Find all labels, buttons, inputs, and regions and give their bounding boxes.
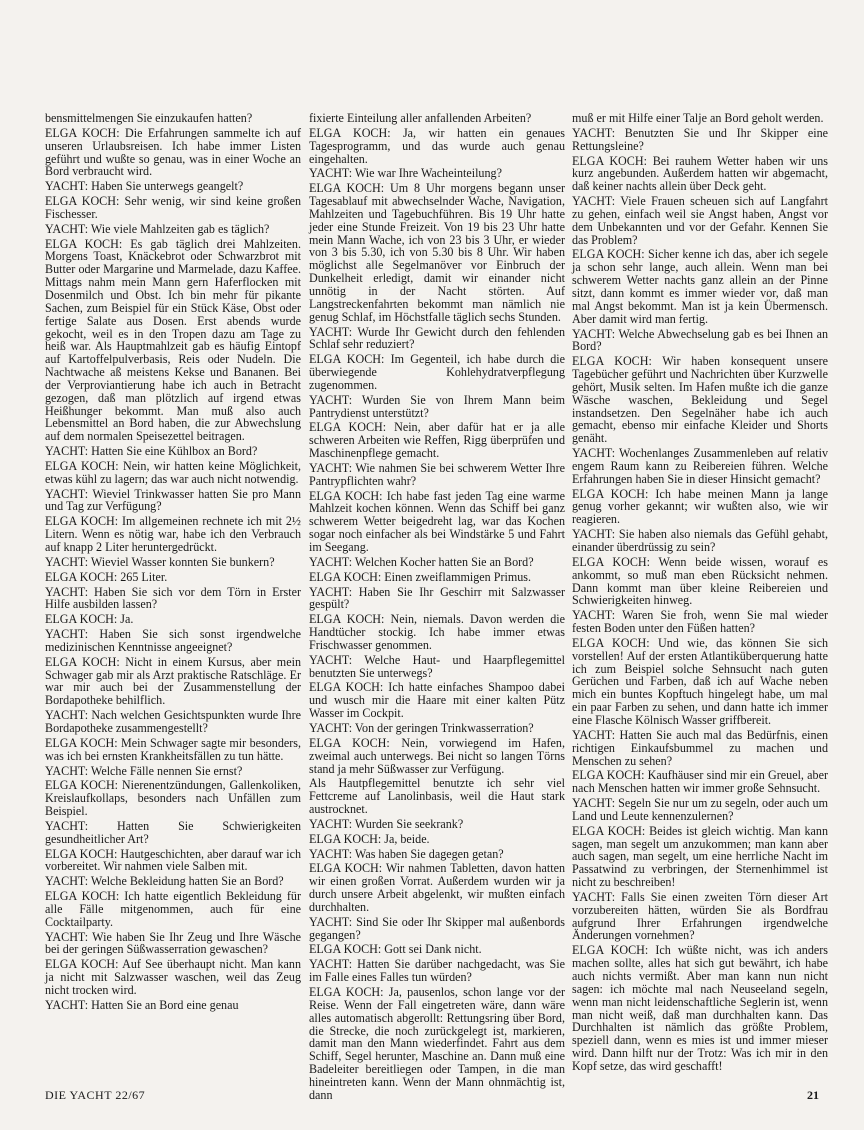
paragraph: YACHT: Falls Sie einen zweiten Törn dieser Art vorzubereiten hätten, würden Sie als Bordfrau aufgrund Ihrer Erfahrungen irgendwelche Änderungen vornehmen? bbox=[572, 889, 828, 943]
paragraph: YACHT: Wieviel Wasser konnten Sie bunkern? bbox=[45, 554, 275, 569]
paragraph: ELGA KOCH: Nierenentzündungen, Gallenkoliken, Kreislaufkollaps, besonders nach Unfällen zum Beispiel. bbox=[45, 778, 301, 819]
paragraph: YACHT: Haben Sie sich vor dem Törn in Erster Hilfe ausbilden lassen? bbox=[45, 584, 301, 612]
paragraph: ELGA KOCH: Kaufhäuser sind mir ein Greuel, aber nach Menschen hatten wir immer große Sehnsucht. bbox=[572, 768, 828, 796]
paragraph: ELGA KOCH: Die Erfahrungen sammelte ich auf unseren Urlaubsreisen. Ich habe immer Listen geführt und wußte so genau, was in einer Woche an Bord verbraucht wird. bbox=[45, 125, 301, 179]
paragraph: YACHT: Wurden Sie seekrank? bbox=[309, 816, 464, 831]
paragraph: bensmittelmengen Sie einzukaufen hatten? bbox=[45, 111, 253, 125]
paragraph: ELGA KOCH: Mein Schwager sagte mir besonders, was ich bei ernsten Krankheitsfällen zu tun hätte. bbox=[45, 735, 301, 763]
paragraph: YACHT: Wie war Ihre Wacheinteilung? bbox=[309, 166, 502, 181]
paragraph: ELGA KOCH: Ja, beide. bbox=[309, 831, 430, 846]
paragraph: YACHT: Hatten Sie darüber nachgedacht, was Sie im Falle eines Falles tun würden? bbox=[309, 957, 565, 985]
paragraph: ELGA KOCH: 265 Liter. bbox=[45, 569, 168, 584]
paragraph: YACHT: Wie nahmen Sie bei schwerem Wetter Ihre Pantrypflichten wahr? bbox=[309, 460, 565, 488]
paragraph: ELGA KOCH: Ja, pausenlos, schon lange vor der Reise. Wenn der Fall eingetreten wäre, dann wäre alles automatisch abgerollt: Rettungsring über Bord, die Strecke, die noch zurückgelegt ist, markieren, damit man den Mann wiederfindet. Fahrt aus dem Schiff, Segel herunter, Maschine an. Dann muß eine Badeleiter bereitliegen oder Tampen, in die man hineintreten kann. Wenn der Mann ohnmächtig ist, dann bbox=[309, 985, 565, 1102]
paragraph: ELGA KOCH: Ich hatte einfaches Shampoo dabei und wusch mir die Haare mit einer kalten Pütz Wasser im Cockpit. bbox=[309, 680, 565, 721]
publication-footer: DIE YACHT 22/67 bbox=[45, 1088, 146, 1102]
paragraph: YACHT: Wieviel Trinkwasser hatten Sie pro Mann und Tag zur Verfügung? bbox=[45, 486, 301, 514]
paragraph: YACHT: Von der geringen Trinkwasserration? bbox=[309, 720, 534, 735]
paragraph: ELGA KOCH: Nicht in einem Kursus, aber mein Schwager gab mir als Arzt praktische Ratschläge. Er war mir auch bei der Zusammenstellung der Bordapotheke behilflich. bbox=[45, 654, 301, 708]
paragraph: YACHT: Haben Sie unterwegs geangelt? bbox=[45, 179, 244, 194]
paragraph: YACHT: Wurden Sie von Ihrem Mann beim Pantrydienst unterstützt? bbox=[309, 392, 565, 420]
paragraph: Als Hautpflegemittel benutzte ich sehr viel Fettcreme auf Lanolinbasis, weil die Haut stark austrocknet. bbox=[309, 776, 565, 817]
paragraph: YACHT: Segeln Sie nur um zu segeln, oder auch um Land und Leute kennenzulernen? bbox=[572, 796, 828, 823]
paragraph: YACHT: Haben Sie sich sonst irgendwelche medizinischen Kenntnisse angeeignet? bbox=[45, 627, 301, 654]
paragraph: ELGA KOCH: Ja, wir hatten ein genaues Tagesprogramm, und das wurde auch genau eingehalten. bbox=[309, 125, 565, 166]
paragraph: YACHT: Wochenlanges Zusammenleben auf relativ engem Raum kann zu Reibereien führen. Welche Erfahrungen haben Sie in dieser Hinsicht gemacht? bbox=[572, 446, 828, 486]
paragraph: ELGA KOCH: Sicher kenne ich das, aber ich segele ja schon sehr lange, auch allein. Wenn man bei schwerem Wetter nachts ganz allein an der Pinne sitzt, dann kommt es immer wieder vor, daß man mal Angst bekommt. Man ist ja kein Übermensch. Aber damit wird man fertig. bbox=[572, 247, 828, 326]
paragraph: ELGA KOCH: Es gab täglich drei Mahlzeiten. Morgens Toast, Knäckebrot oder Schwarzbrot mit Butter oder Margarine und Marmelade, dazu Kaffee. Mittags nahm mein Mann gern Haferflocken mit Dosenmilch und Obst. Ich bin mehr für pikante Sachen, zum Beispiel für ein Stück Käse, Obst oder fertige Salate aus Dosen. Erst abends wurde gekocht, weil es in den Tropen dazu am Tage zu heiß war. Als Hauptmahlzeit gab es häufig Eintopf auf Kartoffelpulverbasis, Reis oder Nudeln. Die Nachtwache aß meistens Kekse und Bananen. Bei der Verproviantierung habe ich auch in Betracht gezogen, daß man plötzlich auf irgend etwas Heißhunger bekommt. Man muß also auch Lebensmittel an Bord haben, die zur Abwechslung auf dem normalen Speisezettel beitragen. bbox=[45, 236, 301, 444]
paragraph: ELGA KOCH: Auf See überhaupt nicht. Man kann ja nicht mit Salzwasser waschen, weil das Zeug nicht trocken wird. bbox=[45, 957, 301, 997]
paragraph: ELGA KOCH: Ja. bbox=[45, 612, 134, 627]
paragraph: YACHT: Welche Abwechselung gab es bei Ihnen an Bord? bbox=[572, 326, 828, 354]
paragraph: YACHT: Welchen Kocher hatten Sie an Bord? bbox=[309, 554, 534, 569]
paragraph: YACHT: Haben Sie Ihr Geschirr mit Salzwasser gespült? bbox=[309, 584, 565, 612]
paragraph: ELGA KOCH: Um 8 Uhr morgens begann unser Tagesablauf mit abwechselnder Wache, Navigation, Mahlzeiten und Tagebuchführen. Bis 19 Uhr hatte jeder eine Stunde Freizeit. Von 19 bis 23 Uhr hatte mein Mann Wache, ich von 23 bis 3 Uhr, er wieder von 3 bis 5.30, ich von 5.30 bis 8 Uhr. Wir haben möglichst alle Segelmanöver vor Einbruch der Dunkelheit erledigt, damit wir einander nicht unnötig in der Nacht störten. Auf Langstreckenfahrten bekommt man nämlich nie genug Schlaf, im Höchstfalle täglich sechs Stunden. bbox=[309, 181, 565, 324]
paragraph: ELGA KOCH: Ich habe fast jeden Tag eine warme Mahlzeit kochen können. Wenn das Schiff bei ganz schwerem Wetter beigedreht lag, war das Kochen sogar noch einfacher als bei Windstärke 5 und Fahrt im Seegang. bbox=[309, 488, 565, 554]
paragraph: YACHT: Wurde Ihr Gewicht durch den fehlenden Schlaf sehr reduziert? bbox=[309, 324, 565, 352]
paragraph: ELGA KOCH: Bei rauhem Wetter haben wir uns kurz angebunden. Außerdem hatten wir abgemacht, daß keiner nachts allein über Deck geht. bbox=[572, 153, 828, 194]
paragraph: ELGA KOCH: Nein, wir hatten keine Möglichkeit, etwas kühl zu lagern; das war auch nicht notwendig. bbox=[45, 458, 301, 486]
paragraph: YACHT: Was haben Sie dagegen getan? bbox=[309, 846, 504, 861]
paragraph: ELGA KOCH: Wir haben konsequent unsere Tagebücher geführt und Nachrichten über Kurzwelle gehört, Musik selten. Im Hafen mußte ich die ganze Wäsche waschen, Bekleidung und Segel instandsetzen. Den Segelnäher habe ich auch gemacht, ebenso mir einfache Kleider und Shorts genäht. bbox=[572, 354, 828, 446]
paragraph: ELGA KOCH: Sehr wenig, wir sind keine großen Fischesser. bbox=[45, 194, 301, 221]
paragraph: ELGA KOCH: Hautgeschichten, aber darauf war ich vorbereitet. Wir nahmen viele Salben mit. bbox=[45, 846, 301, 874]
paragraph: ELGA KOCH: Nein, aber dafür hat er ja alle schweren Arbeiten wie Reffen, Rigg überprüfen und Maschinenpflege gemacht. bbox=[309, 420, 565, 461]
paragraph: ELGA KOCH: Und wie, das können Sie sich vorstellen! Auf der ersten Atlantiküberquerung hatte ich zum Beispiel solche Sehnsucht nach guten Gerüchen und Farben, daß ich auf Wache neben mich ein buntes Kopftuch hingelegt habe, um mal ein paar Farben zu sehen, und dann hatte ich immer eine Flasche Kölnisch Wasser griffbereit. bbox=[572, 635, 828, 727]
paragraph: YACHT: Sie haben also niemals das Gefühl gehabt, einander überdrüssig zu sein? bbox=[572, 527, 828, 554]
paragraph: YACHT: Wie viele Mahlzeiten gab es täglich? bbox=[45, 221, 270, 236]
page-number: 21 bbox=[807, 1088, 819, 1102]
paragraph: YACHT: Benutzten Sie und Ihr Skipper eine Rettungsleine? bbox=[572, 125, 828, 153]
paragraph: ELGA KOCH: Gott sei Dank nicht. bbox=[309, 942, 482, 957]
paragraph: ELGA KOCH: Ich wüßte nicht, was ich anders machen sollte, alles hat sich gut bewährt, ich habe auch nichts vermißt. Aber man kann nun nicht sagen: ich möchte mal nach Neuseeland segeln, wenn man nicht leidenschaftliche Seglerin ist, wenn man nicht weiß, daß man durchhalten kann. Das Durchhalten ist nämlich das größte Problem, speziell dann, wenn es mies ist und immer mieser wird. Dann hilft nur der Trotz: Was ich mir in den Kopf setze, das wird geschafft! bbox=[572, 943, 828, 1073]
paragraph: YACHT: Hatten Sie auch mal das Bedürfnis, einen richtigen Einkaufsbummel zu machen und Menschen zu sehen? bbox=[572, 727, 828, 768]
paragraph: YACHT: Welche Bekleidung hatten Sie an Bord? bbox=[45, 874, 284, 889]
paragraph: YACHT: Hatten Sie eine Kühlbox an Bord? bbox=[45, 444, 258, 459]
paragraph: ELGA KOCH: Beides ist gleich wichtig. Man kann sagen, man segelt um anzukommen; man kann aber auch sagen, man segelt, um eine herrliche Nacht im Passatwind zu verbringen, der Sternenhimmel ist nicht zu beschreiben! bbox=[572, 823, 828, 890]
text-column-2 bbox=[309, 111, 565, 1102]
paragraph: YACHT: Waren Sie froh, wenn Sie mal wieder festen Boden unter den Füßen hatten? bbox=[572, 608, 828, 636]
paragraph: ELGA KOCH: Einen zweiflammigen Primus. bbox=[309, 569, 532, 584]
text-column-1 bbox=[45, 112, 301, 1080]
paragraph: YACHT: Wie haben Sie Ihr Zeug und Ihre Wäsche bei der geringen Süßwasserration gewaschen? bbox=[45, 929, 301, 957]
paragraph: YACHT: Welche Fälle nennen Sie ernst? bbox=[45, 763, 243, 778]
paragraph: ELGA KOCH: Im Gegenteil, ich habe durch die überwiegende Kohlehydratverpflegung zugenommen. bbox=[309, 352, 565, 392]
paragraph: ELGA KOCH: Im allgemeinen rechnete ich mit 2½ Litern. Wenn es nötig war, habe ich den Verbrauch auf knapp 2 Liter heruntergedrückt. bbox=[45, 514, 301, 554]
paragraph: fixierte Einteilung aller anfallenden Arbeiten? bbox=[309, 111, 532, 125]
paragraph: ELGA KOCH: Ich hatte eigentlich Bekleidung für alle Fälle mitgenommen, auch für eine Cocktailparty. bbox=[45, 889, 301, 929]
paragraph: YACHT: Welche Haut- und Haarpflegemittel benutzten Sie unterwegs? bbox=[309, 652, 565, 680]
paragraph: muß er mit Hilfe einer Talje an Bord geholt werden. bbox=[572, 111, 824, 125]
paragraph: ELGA KOCH: Wir nahmen Tabletten, davon hatten wir einen großen Vorrat. Außerdem wurden wir ja durch unsere Arbeit abgelenkt, wir mußten einfach durchhalten. bbox=[309, 861, 565, 914]
paragraph: YACHT: Nach welchen Gesichtspunkten wurde Ihre Bordapotheke zusammengestellt? bbox=[45, 708, 301, 735]
paragraph: ELGA KOCH: Nein, vorwiegend im Hafen, zweimal auch unterwegs. Bei nicht so langen Törns stand ja mehr Süßwasser zur Verfügung. bbox=[309, 735, 565, 776]
paragraph: ELGA KOCH: Nein, niemals. Davon werden die Handtücher stockig. Ich habe immer etwas Frischwasser genommen. bbox=[309, 612, 565, 652]
paragraph: YACHT: Hatten Sie Schwierigkeiten gesundheitlicher Art? bbox=[45, 818, 301, 846]
paragraph: YACHT: Sind Sie oder Ihr Skipper mal außenbords gegangen? bbox=[309, 914, 565, 942]
paragraph: ELGA KOCH: Wenn beide wissen, worauf es ankommt, so muß man eben Rücksicht nehmen. Dann kommt man über kleine Reibereien und Schwierigkeiten hinweg. bbox=[572, 554, 828, 608]
paragraph: YACHT: Hatten Sie an Bord eine genau bbox=[45, 997, 239, 1012]
paragraph: YACHT: Viele Frauen scheuen sich auf Langfahrt zu gehen, einfach weil sie Angst haben, Angst vor dem Unbekannten und vor der Gefahr. Kennen Sie das Problem? bbox=[572, 194, 828, 247]
text-column-3 bbox=[572, 112, 828, 1080]
paragraph: ELGA KOCH: Ich habe meinen Mann ja lange genug vorher gekannt; wir wußten also, wie wir reagieren. bbox=[572, 486, 828, 527]
